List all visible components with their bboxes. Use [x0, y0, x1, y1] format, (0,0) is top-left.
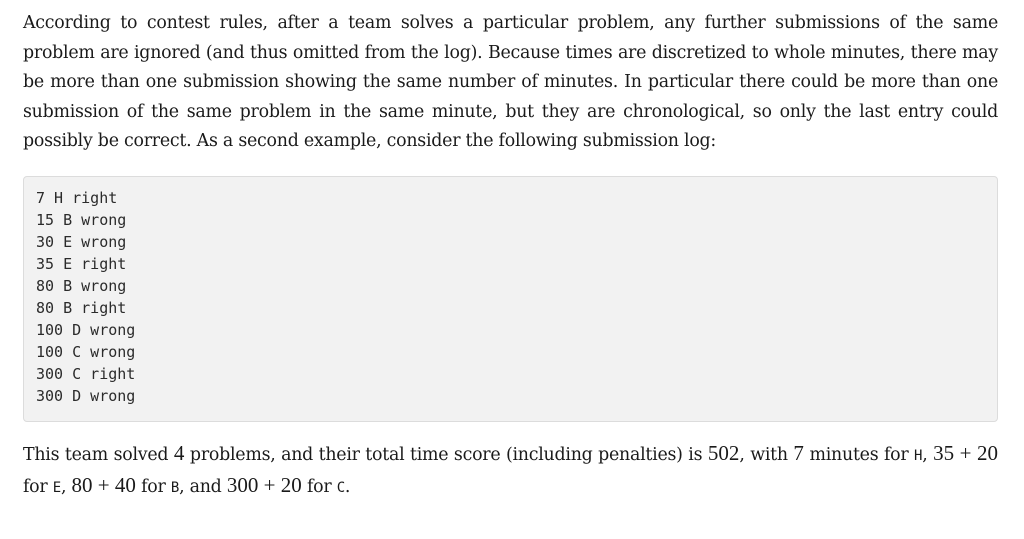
problem-b-code: B	[170, 480, 180, 496]
log-line: 80 B wrong	[36, 276, 127, 295]
total-score: 502	[707, 440, 740, 465]
log-line: 30 E wrong	[36, 232, 127, 251]
result-text: for	[135, 477, 171, 497]
result-text: .	[344, 477, 351, 497]
intro-paragraph: According to contest rules, after a team solves a particular problem, any further submissions of the same problem are ignored (and thus omitted from the log). Because times are discretized to whole minutes, there may be more than one submission showing the same number of minutes. In particular there could be more than one submission of the same problem in the same minute, but they are chronological, so only the last entry could possibly be correct. As a second example, consider the following submission log:	[23, 13, 998, 151]
solved-count: 4	[173, 440, 185, 465]
problem-c-code: C	[336, 480, 345, 496]
log-line: 100 C wrong	[36, 342, 136, 361]
log-line: 300 D wrong	[36, 386, 136, 405]
result-text: for	[23, 477, 53, 497]
result-paragraph	[23, 439, 998, 504]
log-line: 15 B wrong	[36, 210, 127, 229]
c-time: 300 + 20	[226, 473, 302, 497]
document-body	[23, 9, 998, 504]
log-line: 80 B right	[36, 298, 127, 317]
log-line: 7 H right	[36, 188, 118, 207]
result-text: This team solved	[23, 444, 174, 465]
submission-log-code-block	[23, 176, 998, 422]
problem-h-code: H	[914, 447, 923, 464]
result-text: ,	[922, 444, 934, 465]
result-text: ,	[60, 477, 72, 497]
b-time: 80 + 40	[71, 473, 136, 497]
result-text: problems, and their total time score (including penalties) is	[184, 444, 708, 465]
result-text: , and	[179, 477, 227, 497]
log-line: 35 E right	[36, 254, 127, 273]
e-time: 35 + 20	[933, 440, 998, 465]
log-line: 100 D wrong	[36, 320, 136, 339]
log-line: 300 C right	[36, 364, 136, 383]
result-text: , with	[739, 444, 794, 465]
problem-e-code: E	[52, 480, 61, 496]
result-text: minutes for	[803, 444, 915, 465]
result-text: for	[301, 477, 337, 497]
h-time: 7	[793, 440, 804, 465]
